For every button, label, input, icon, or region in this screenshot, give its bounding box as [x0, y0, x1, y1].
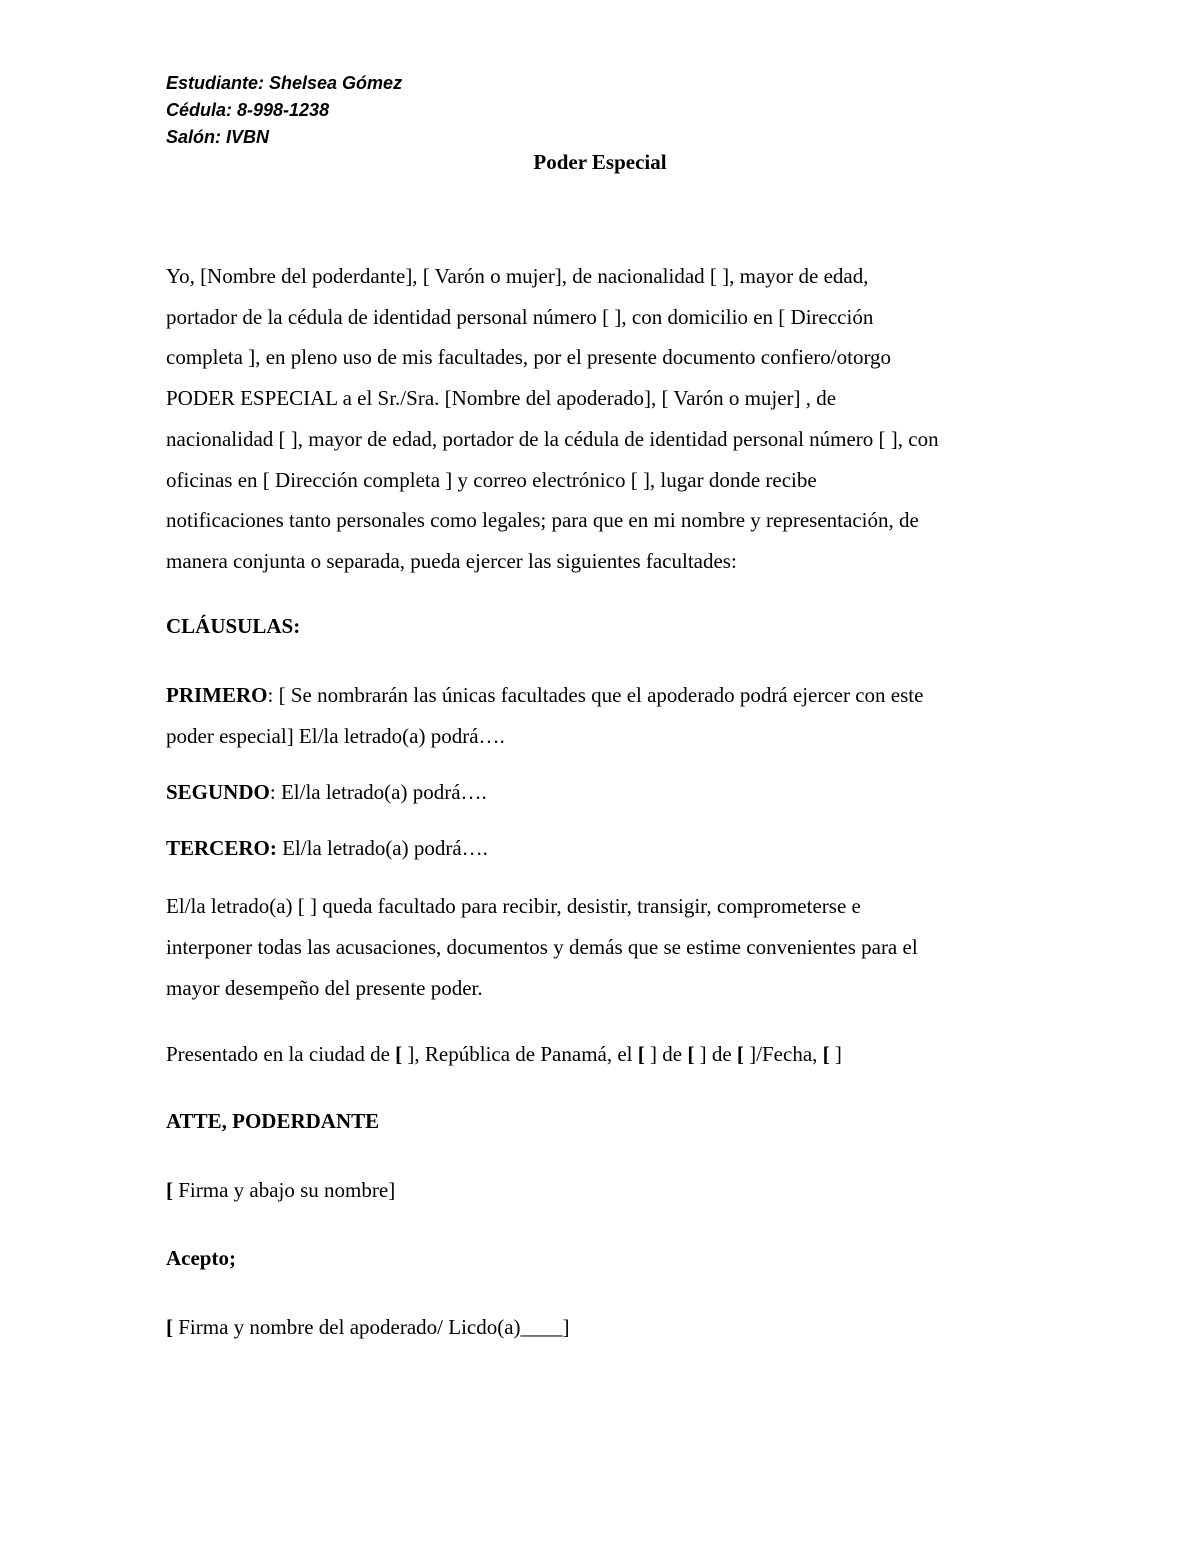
document-title: Poder Especial: [533, 150, 667, 174]
student-id: Cédula: 8-998-1238: [166, 100, 330, 120]
clause-second: [166, 780, 1046, 805]
clause-third-text: El/la letrado(a) podrá….: [276, 836, 488, 860]
clause-first-label: PRIMERO: [166, 683, 268, 707]
clause-first: [166, 675, 1046, 757]
intro-line: nacionalidad [ ], mayor de edad, portador de la cédula de identidad personal número [ ], con: [166, 426, 939, 451]
student-name: Estudiante: Shelsea Gómez: [166, 73, 403, 93]
signature-poderdante: [166, 1178, 1046, 1203]
bracket: [: [395, 1042, 408, 1066]
bracket: [: [166, 1178, 173, 1202]
presented-text-1: Presentado en la ciudad de: [166, 1042, 396, 1066]
accept: [166, 1246, 1046, 1271]
intro-line: portador de la cédula de identidad personal número [ ], con domicilio en [ Dirección: [166, 304, 874, 329]
bracket: [: [166, 1315, 173, 1339]
faculties-line: El/la letrado(a) [ ] queda facultado para recibir, desistir, transigir, comprometerse e: [166, 894, 861, 918]
intro-line: Yo, [Nombre del poderdante], [ Varón o mujer], de nacionalidad [ ], mayor de edad,: [166, 264, 869, 288]
clause-second-label: SEGUNDO: [166, 780, 270, 804]
presented-text-4: ] de: [694, 1042, 737, 1066]
student-header: [166, 70, 402, 151]
intro-line: notificaciones tanto personales como legales; para que en mi nombre y representación, de: [166, 508, 919, 533]
faculties-line: mayor desempeño del presente poder.: [166, 976, 483, 1000]
presented-text-2: ], República de Panamá, el: [407, 1042, 638, 1066]
clause-third-label: TERCERO:: [166, 836, 277, 860]
faculties-line: interponer todas las acusaciones, documentos y demás que se estime convenientes para el: [166, 935, 918, 959]
bracket: [: [736, 1042, 744, 1066]
bracket: [: [637, 1042, 645, 1066]
clause-second-text: : El/la letrado(a) podrá….: [269, 780, 487, 804]
intro-line: completa ], en pleno uso de mis facultades, por el presente documento confiero/otorgo: [166, 345, 892, 370]
signature-apoderado: [166, 1315, 1046, 1340]
intro-line: oficinas en [ Dirección completa ] y correo electrónico [ ], lugar donde recibe: [166, 467, 817, 492]
accept-text: Acepto;: [166, 1246, 236, 1270]
presented-line: [166, 1042, 1046, 1067]
faculties-paragraph: [166, 886, 1046, 1009]
presented-text-6: ]: [829, 1042, 842, 1066]
signature-apoderado-text: Firma y nombre del apoderado/ Licdo(a)____]: [173, 1315, 570, 1339]
student-classroom: Salón: IVBN: [166, 127, 270, 147]
clauses-heading-text: CLÁUSULAS:: [166, 614, 301, 638]
clause-first-line-2: poder especial] El/la letrado(a) podrá….: [166, 724, 505, 748]
clause-first-text: : [ Se nombrarán las únicas facultades que el apoderado podrá ejercer con este: [267, 683, 924, 707]
intro-paragraph: [166, 256, 1046, 582]
bracket: [: [687, 1042, 695, 1066]
clauses-heading: [166, 614, 1046, 639]
closing-text: ATTE, PODERDANTE: [166, 1109, 380, 1133]
presented-text-5: ]/Fecha,: [743, 1042, 823, 1066]
presented-text-3: ] de: [644, 1042, 688, 1066]
signature-poderdante-text: Firma y abajo su nombre]: [173, 1178, 396, 1202]
bracket: [: [822, 1042, 830, 1066]
closing: [166, 1109, 1046, 1134]
clause-third: [166, 836, 1046, 861]
intro-line: PODER ESPECIAL a el Sr./Sra. [Nombre del apoderado], [ Varón o mujer] , de: [166, 386, 837, 411]
intro-line: manera conjunta o separada, pueda ejercer las siguientes facultades:: [166, 548, 737, 573]
clause-first-line-1: [166, 675, 1046, 716]
